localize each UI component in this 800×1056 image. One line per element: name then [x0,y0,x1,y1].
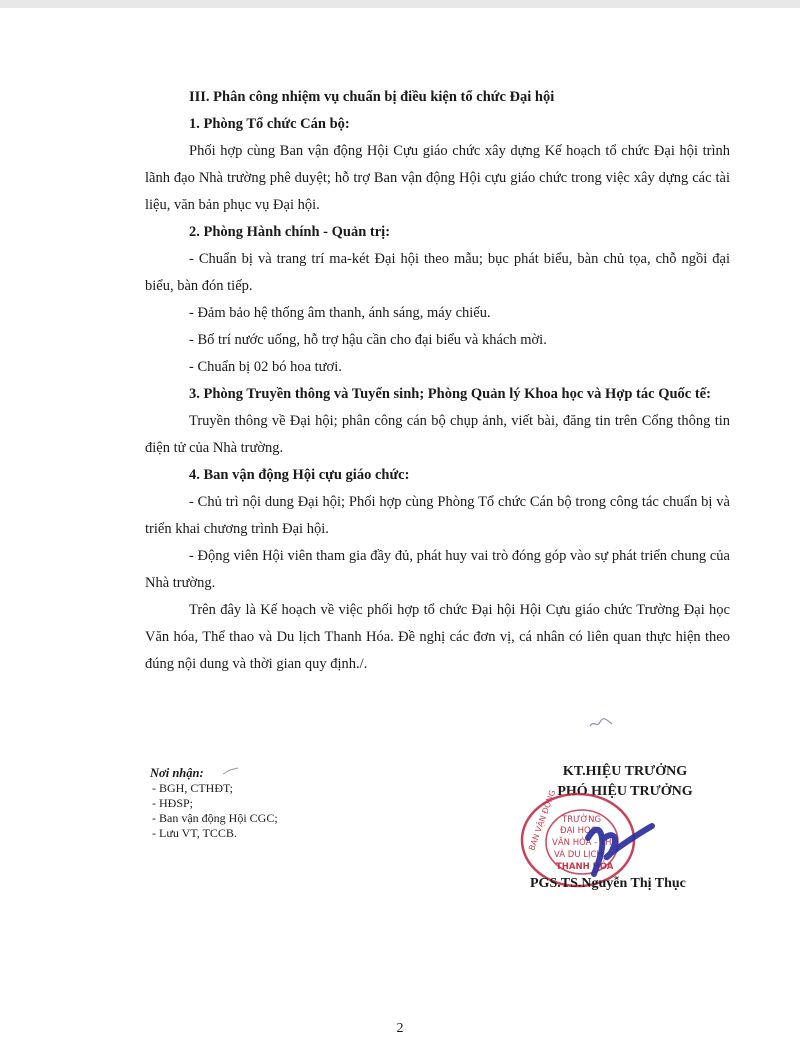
document-body [145,84,730,678]
recipient-item: - BGH, CTHĐT; [152,781,233,795]
section-4-item: - Chủ trì nội dung Đại hội; Phối hợp cùng Phòng Tổ chức Cán bộ trong công tác chuẩn bị và triển khai chương trình Đại hội. [145,494,730,537]
document-page [0,8,800,1056]
signature-title-2: PHÓ HIỆU TRƯỞNG [557,784,693,799]
recipient-item: - HĐSP; [152,796,194,810]
section-heading-2: 2. Phòng Hành chính - Quản trị: [189,224,391,240]
section-4-item: - Động viên Hội viên tham gia đầy đủ, phát huy vai trò đóng góp vào sự phát triển chung của Nhà trường. [145,548,730,591]
svg-text:BAN VẬN ĐỘNG: BAN VẬN ĐỘNG [527,788,558,852]
section-3-paragraph: Truyền thông về Đại hội; phân công cán bộ chụp ảnh, viết bài, đăng tin trên Cổng thông tin điện tử của Nhà trường. [145,413,730,456]
section-2-item: - Bố trí nước uống, hỗ trợ hậu cần cho đại biểu và khách mời. [189,332,547,348]
closing-paragraph: Trên đây là Kế hoạch về việc phối hợp tổ chức Đại hội Hội Cựu giáo chức Trường Đại học Văn hóa, Thể thao và Du lịch Thanh Hóa. Đề nghị các đơn vị, cá nhân có liên quan thực hiện theo đúng nội dung và thời gian quy định./. [145,602,730,672]
recipient-item: - Ban vận động Hội CGC; [152,811,278,825]
svg-text:THANH HÓA: THANH HÓA [556,862,614,872]
section-heading-3: 3. Phòng Truyền thông và Tuyển sinh; Phòng Quản lý Khoa học và Hợp tác Quốc tế: [189,386,711,402]
section-title: III. Phân công nhiệm vụ chuẩn bị điều kiện tổ chức Đại hội [189,89,555,105]
svg-text:VÀ DU LỊCH: VÀ DU LỊCH [554,850,603,860]
page-number: 2 [396,1021,404,1036]
section-heading-4: 4. Ban vận động Hội cựu giáo chức: [189,467,410,483]
initial-mark-icon [222,766,240,776]
section-heading-1: 1. Phòng Tổ chức Cán bộ: [189,116,350,132]
svg-text:VĂN HÓA - TH: VĂN HÓA - TH [552,838,612,848]
recipients-title: Nơi nhận: [150,766,204,780]
section-1-paragraph: Phối hợp cùng Ban vận động Hội Cựu giáo chức xây dựng Kế hoạch tổ chức Đại hội trình lãnh đạo Nhà trường phê duyệt; hỗ trợ Ban vận động Hội cựu giáo chức trong việc xây dựng các tài liệu, văn bản phục vụ Đại hội. [145,143,730,213]
initial-mark-icon [588,716,614,730]
section-2-item: - Đảm bảo hệ thống âm thanh, ánh sáng, máy chiếu. [189,305,491,321]
recipients-block [150,766,278,841]
recipient-item: - Lưu VT, TCCB. [152,826,237,840]
handwritten-signature [580,808,660,883]
section-2-item: - Chuẩn bị 02 bó hoa tươi. [189,359,342,375]
svg-text:TRƯỜNG: TRƯỜNG [562,815,602,825]
svg-text:ĐẠI HỌC: ĐẠI HỌC [560,826,597,836]
signature-title-1: KT.HIỆU TRƯỞNG [562,764,688,779]
section-2-item: - Chuẩn bị và trang trí ma-két Đại hội theo mẫu; bục phát biểu, bàn chủ tọa, chỗ ngồi đại biểu, bàn đón tiếp. [145,251,730,294]
signer-name: PGS.TS.Nguyễn Thị Thục [530,876,686,891]
